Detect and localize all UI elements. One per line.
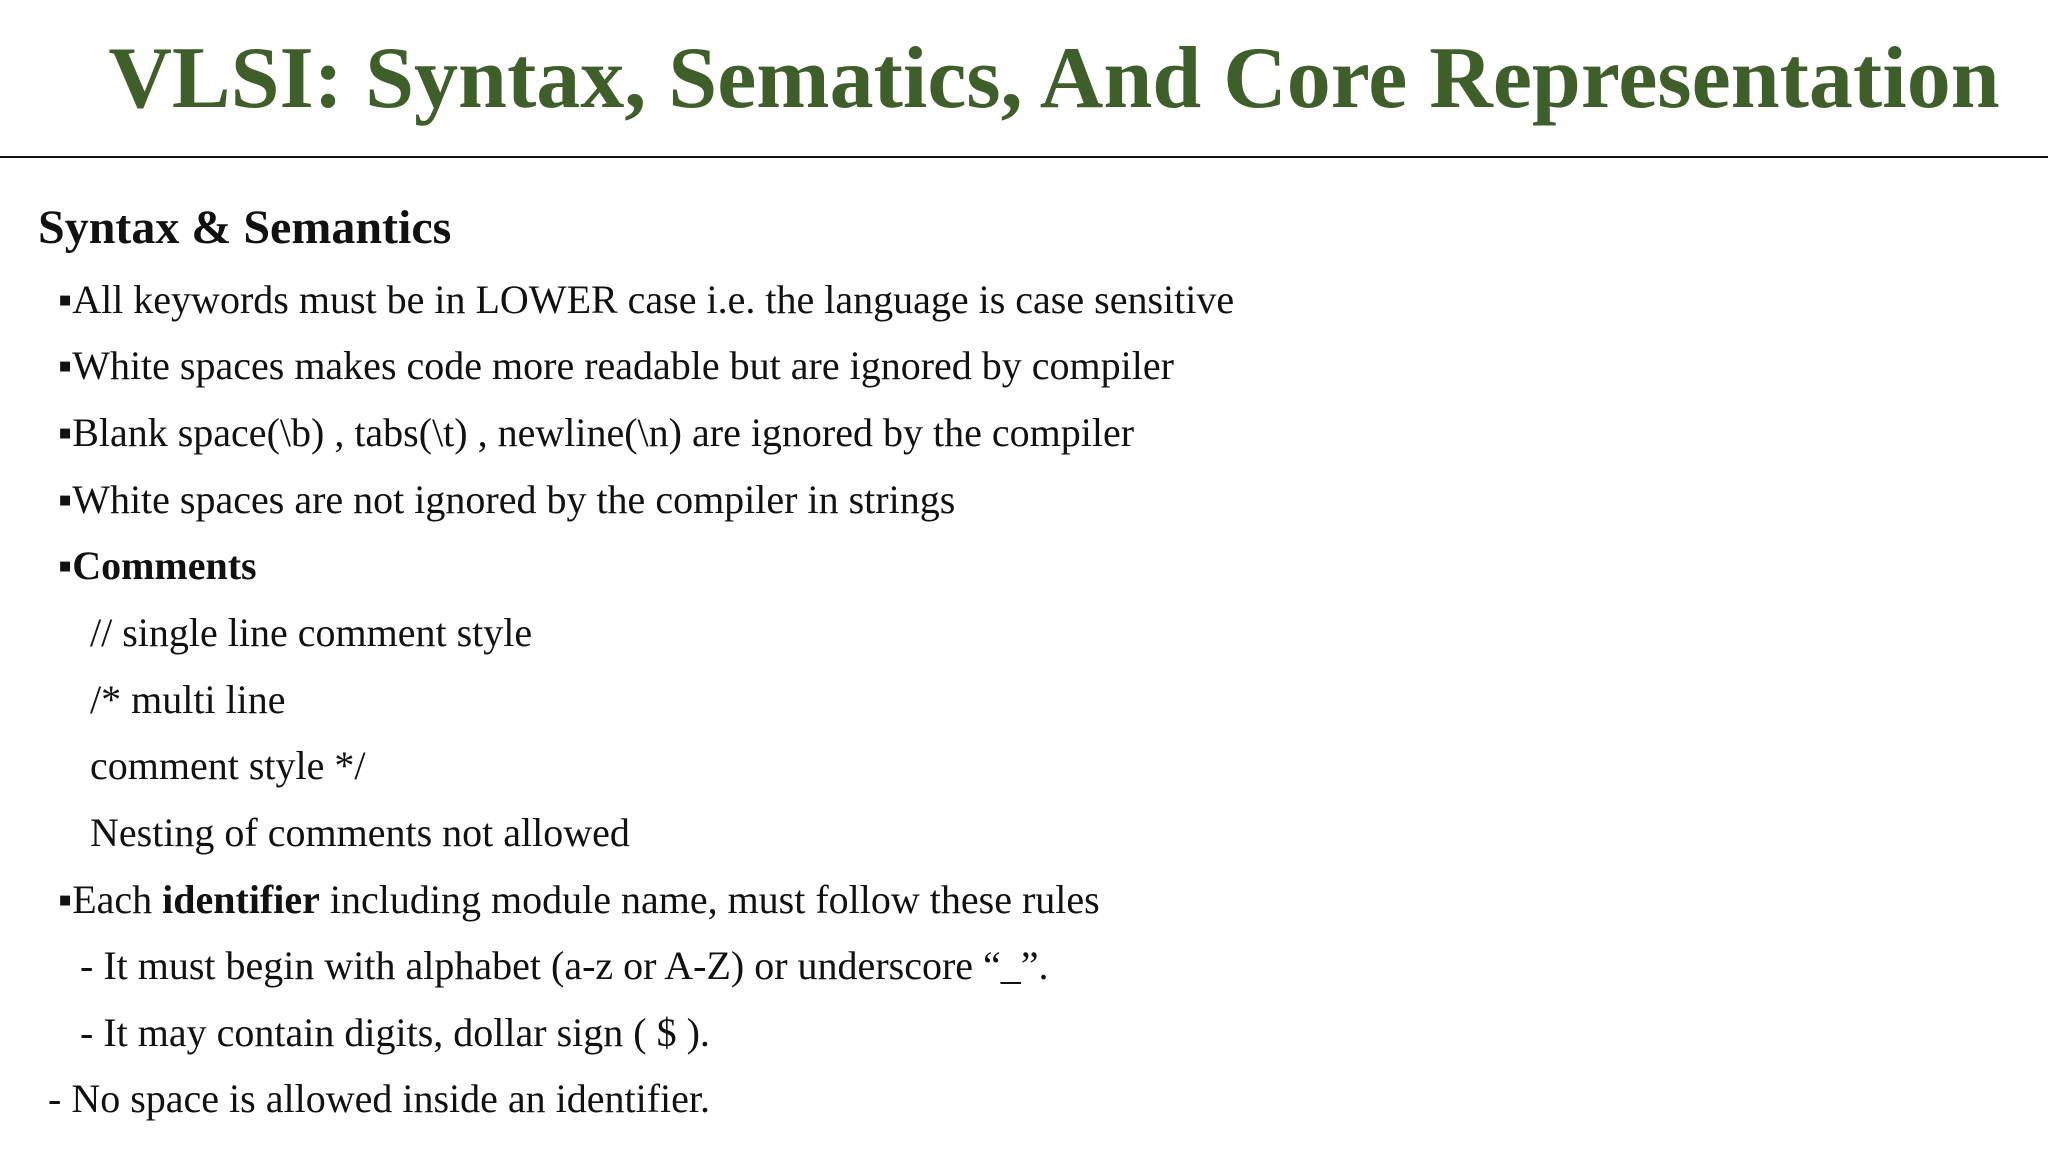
identifier-prefix: Each: [72, 877, 163, 922]
identifier-bullet: [58, 872, 1100, 928]
identifier-keyword: identifier: [162, 877, 320, 922]
bullet-item: [58, 338, 1174, 394]
bullet-icon: ▪: [58, 543, 73, 588]
comments-label: Comments: [72, 543, 257, 588]
bullet-item: [58, 405, 1134, 461]
comments-bullet: [58, 538, 257, 594]
comment-line: comment style */: [90, 743, 366, 788]
bullet-item: [58, 272, 1234, 328]
slide-title: VLSI: Syntax, Sematics, And Core Representation: [108, 30, 2000, 127]
identifier-rule: - It may contain digits, dollar sign ( $ ).: [80, 1010, 710, 1055]
bullet-text: Blank space(\b) , tabs(\t) , newline(\n) are ignored by the compiler: [72, 410, 1135, 455]
bullet-icon: ▪: [58, 277, 73, 322]
bullet-text: White spaces are not ignored by the compiler in strings: [72, 477, 956, 522]
identifier-suffix: including module name, must follow these rules: [319, 877, 1100, 922]
comment-line: // single line comment style: [90, 610, 533, 655]
identifier-rule: - It must begin with alphabet (a-z or A-Z) or underscore “_”.: [80, 943, 1049, 988]
bullet-item: [58, 472, 955, 528]
section-heading: Syntax & Semantics: [38, 201, 452, 254]
bullet-icon: ▪: [58, 343, 73, 388]
identifier-rule-last: - No space is allowed inside an identifier.: [48, 1076, 711, 1121]
bullet-text: All keywords must be in LOWER case i.e. the language is case sensitive: [72, 277, 1235, 322]
comment-line: /* multi line: [90, 677, 286, 722]
comment-line: Nesting of comments not allowed: [90, 810, 630, 855]
bullet-icon: ▪: [58, 877, 73, 922]
bullet-text: White spaces makes code more readable but are ignored by compiler: [72, 343, 1174, 388]
bullet-icon: ▪: [58, 477, 73, 522]
bullet-icon: ▪: [58, 410, 73, 455]
title-divider: [0, 156, 2048, 158]
